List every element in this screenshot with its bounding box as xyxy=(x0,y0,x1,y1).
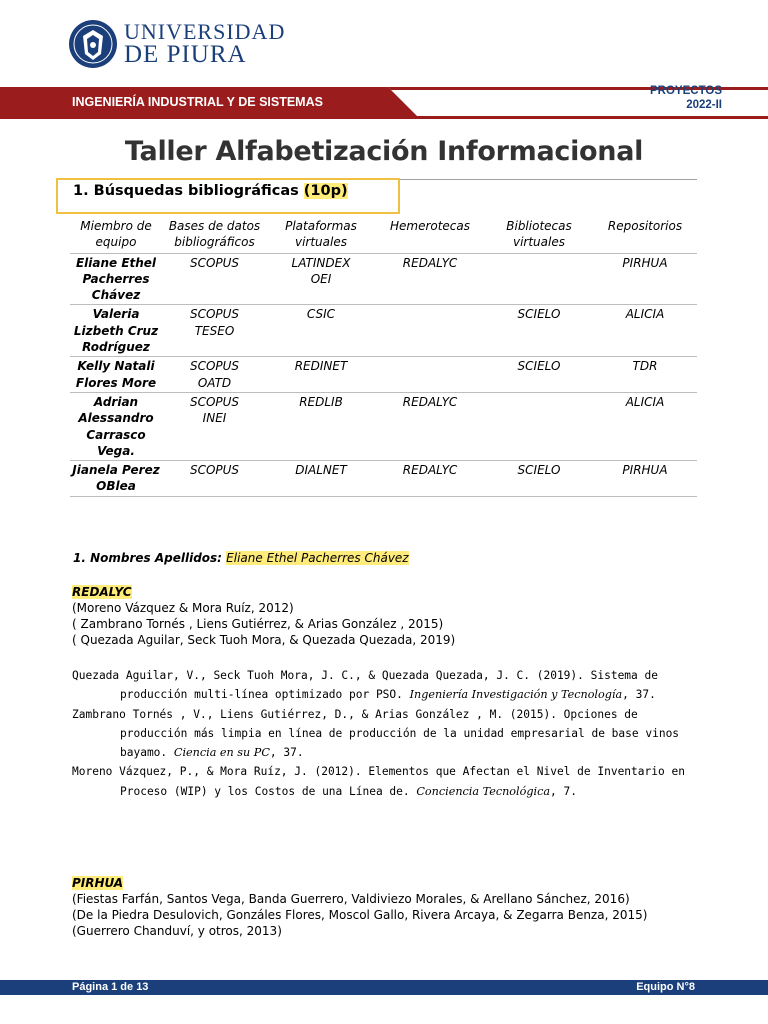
cell-member: Adrian Alessandro Carrasco Vega. xyxy=(70,392,162,460)
cell-libraries xyxy=(485,253,593,305)
redalyc-citation: ( Quezada Aguilar, Seck Tuoh Mora, & Quezada Quezada, 2019) xyxy=(72,633,456,647)
pirhua-citation: (Guerrero Chanduví, y otros, 2013) xyxy=(72,924,282,938)
cell-newspaper-archives xyxy=(375,305,485,357)
table-row xyxy=(70,253,697,305)
reference-journal: Ciencia en su PC xyxy=(173,746,270,760)
page-title: Taller Alfabetización Informacional xyxy=(124,136,644,167)
cell-platforms: REDLIB xyxy=(267,392,375,460)
names-label: 1. Nombres Apellidos: xyxy=(73,551,227,565)
cell-repositories: TDR xyxy=(593,357,697,393)
cell-platforms: REDINET xyxy=(267,357,375,393)
pirhua-block xyxy=(72,875,647,939)
cell-newspaper-archives xyxy=(375,357,485,393)
table-header-row xyxy=(70,217,697,253)
redalyc-citation: ( Zambrano Tornés , Liens Gutiérrez, & Arias González , 2015) xyxy=(72,617,444,631)
cell-member: Kelly Natali Flores More xyxy=(70,357,162,393)
cell-databases: SCOPUS xyxy=(162,461,267,497)
cell-repositories: PIRHUA xyxy=(593,461,697,497)
col-header-newspaper-archives: Hemerotecas xyxy=(375,217,485,253)
redalyc-citation: (Moreno Vázquez & Mora Ruíz, 2012) xyxy=(72,601,294,615)
cell-libraries: SCIELO xyxy=(485,357,593,393)
cell-libraries: SCIELO xyxy=(485,461,593,497)
table-row xyxy=(70,392,697,460)
cell-member: Jianela Perez OBlea xyxy=(70,461,162,497)
cell-newspaper-archives: REDALYC xyxy=(375,253,485,305)
cell-newspaper-archives: REDALYC xyxy=(375,461,485,497)
projects-label xyxy=(650,84,722,112)
section-heading xyxy=(73,183,348,199)
table-row xyxy=(70,305,697,357)
program-name: INGENIERÍA INDUSTRIAL Y DE SISTEMAS xyxy=(72,95,323,109)
redalyc-block xyxy=(72,584,455,648)
university-name-line2: DE PIURA xyxy=(124,41,247,68)
redalyc-label: REDALYC xyxy=(72,585,132,599)
cell-databases: SCOPUS TESEO xyxy=(162,305,267,357)
page-number: Página 1 de 13 xyxy=(72,981,149,993)
table-row xyxy=(70,357,697,393)
team-number: Equipo N°8 xyxy=(636,981,695,993)
section-points: (10p) xyxy=(303,183,348,199)
cell-repositories: PIRHUA xyxy=(593,253,697,305)
cell-platforms: DIALNET xyxy=(267,461,375,497)
redalyc-references xyxy=(72,666,700,801)
projects-title: PROYECTOS xyxy=(650,85,722,97)
cell-platforms: CSIC xyxy=(267,305,375,357)
team-sources-table xyxy=(70,217,697,497)
cell-member: Eliane Ethel Pacherres Chávez xyxy=(70,253,162,305)
university-name-line1: UNIVERSIDAD xyxy=(124,19,286,44)
term-label: 2022-II xyxy=(686,99,722,111)
cell-member: Valeria Lizbeth Cruz Rodríguez xyxy=(70,305,162,357)
col-header-repositories: Repositorios xyxy=(593,217,697,253)
cell-libraries xyxy=(485,392,593,460)
pirhua-citation: (Fiestas Farfán, Santos Vega, Banda Guerrero, Valdiviezo Morales, & Arellano Sánchez, 2016) xyxy=(72,892,630,906)
col-header-member: Miembro de equipo xyxy=(70,217,162,253)
cell-databases: SCOPUS INEI xyxy=(162,392,267,460)
cell-repositories: ALICIA xyxy=(593,392,697,460)
cell-databases: SCOPUS xyxy=(162,253,267,305)
table-row xyxy=(70,461,697,497)
cell-newspaper-archives: REDALYC xyxy=(375,392,485,460)
pirhua-label: PIRHUA xyxy=(72,876,124,890)
section-heading-text: 1. Búsquedas bibliográficas xyxy=(73,183,304,199)
cell-databases: SCOPUS OATD xyxy=(162,357,267,393)
cell-repositories: ALICIA xyxy=(593,305,697,357)
cell-libraries: SCIELO xyxy=(485,305,593,357)
names-line xyxy=(73,550,409,566)
col-header-libraries: Bibliotecas virtuales xyxy=(485,217,593,253)
reference-entry: Zambrano Tornés , V., Liens Gutiérrez, D., & Arias González , M. (2015). Opciones de producción más limpia en línea de producción de la unidad empresarial de base vinos bayamo. Ciencia en su PC, 37. xyxy=(72,707,680,760)
reference-entry: Moreno Vázquez, P., & Mora Ruíz, J. (2012). Elementos que Afectan el Nivel de Inventario en Proceso (WIP) y los Costos de una Línea de. Conciencia Tecnológica, 7. xyxy=(72,765,685,798)
pirhua-citation: (De la Piedra Desulovich, Gonzáles Flores, Moscol Gallo, Rivera Arcaya, & Zegarra Benza, 2015) xyxy=(72,908,648,922)
university-seal-logo xyxy=(68,14,118,74)
col-header-databases: Bases de datos bibliográficos xyxy=(162,217,267,253)
cell-platforms: LATINDEX OEI xyxy=(267,253,375,305)
reference-journal: Conciencia Tecnológica xyxy=(416,784,551,798)
names-value: Eliane Ethel Pacherres Chávez xyxy=(226,551,409,565)
reference-journal: Ingeniería Investigación y Tecnología xyxy=(409,688,623,702)
col-header-platforms: Plataformas virtuales xyxy=(267,217,375,253)
reference-entry: Quezada Aguilar, V., Seck Tuoh Mora, J. C., & Quezada Quezada, J. C. (2019). Sistema de producción multi-línea optimizado por PSO. Ingeniería Investigación y Tecnología, 37. xyxy=(72,669,658,702)
